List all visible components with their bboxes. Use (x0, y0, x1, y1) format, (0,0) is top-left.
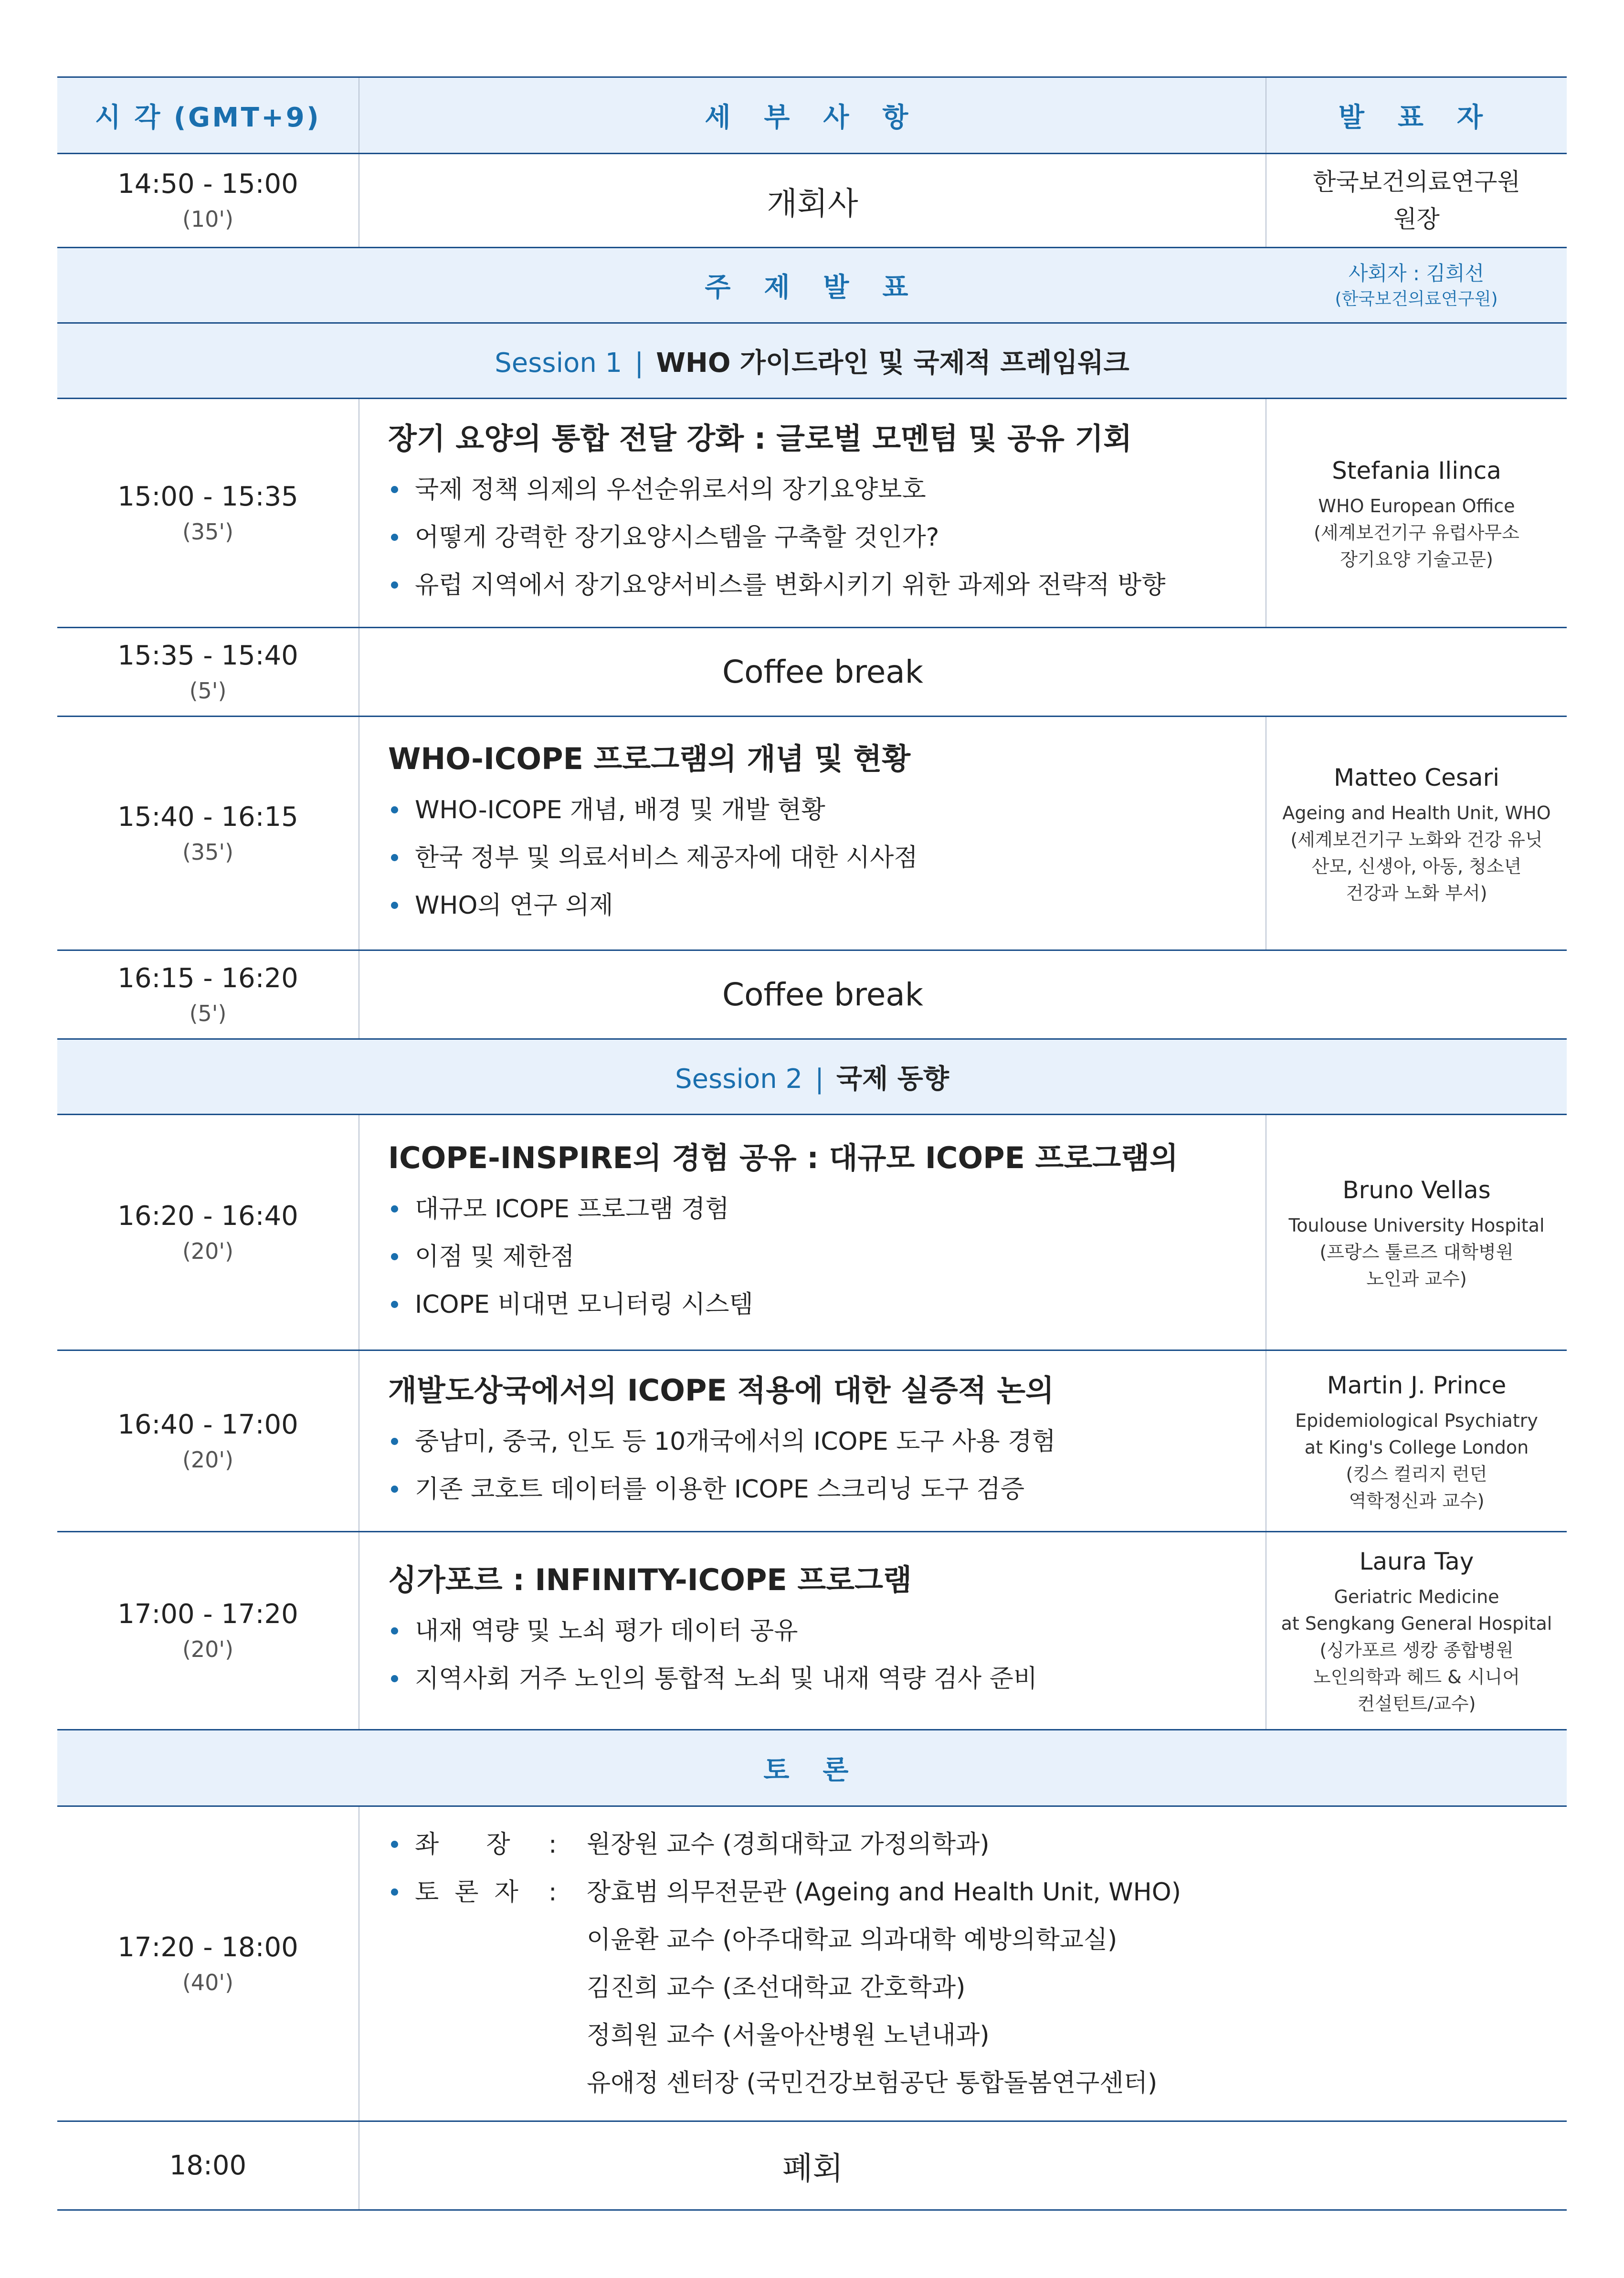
speaker-affiliation: 역학정신과 교수) (1349, 1490, 1485, 1511)
panelist: 김진희 교수 (조선대학교 간호학과) (587, 1973, 966, 2002)
speaker-affiliation: 산모, 신생아, 아동, 청소년 (1311, 855, 1522, 877)
time-range: 17:20 - 18:00 (117, 1931, 298, 1963)
time-range: 15:00 - 15:35 (117, 481, 298, 512)
time-cell (57, 399, 359, 628)
panel-row (388, 1916, 1538, 1964)
time-duration: (10') (182, 206, 234, 232)
chair-role: 좌 장 (415, 1830, 510, 1859)
time-range: 16:40 - 17:00 (117, 1409, 298, 1440)
talk-title: 싱가포르 : INFINITY-ICOPE 프로그램 (388, 1562, 912, 1597)
opening-row (57, 154, 1567, 248)
speaker-name: Laura Tay (1359, 1548, 1474, 1575)
time-cell (57, 628, 359, 717)
colon: : (548, 1830, 557, 1859)
opening-presenter (1266, 154, 1567, 248)
time-range: 15:40 - 16:15 (117, 801, 298, 833)
time-range: 17:00 - 17:20 (117, 1599, 298, 1630)
time-cell (57, 717, 359, 950)
speaker-affiliation: Toulouse University Hospital (1288, 1214, 1545, 1236)
time-range: 14:50 - 15:00 (117, 169, 298, 200)
colon: : (548, 1877, 557, 1907)
time-duration: (20') (182, 1238, 234, 1264)
speaker-affiliation: (세계보건기구 노화와 건강 유닛 (1290, 829, 1543, 850)
keynote-band (57, 248, 1567, 323)
time-range: 16:20 - 16:40 (117, 1200, 298, 1232)
session2-heading: Session 2 | 국제 동향 (57, 1039, 1567, 1115)
speaker-affiliation: 장기요양 기술고문) (1340, 548, 1493, 570)
time-cell (57, 2121, 359, 2210)
session-title: WHO 가이드라인 및 국제적 프레임워크 (656, 347, 1129, 379)
discussion-label: 토 론 (57, 1730, 1567, 1806)
bullet-item: 중남미, 중국, 인도 등 10개국에서의 ICOPE 도구 사용 경험 (388, 1418, 1237, 1466)
session1-row (57, 323, 1567, 399)
talk-title: WHO-ICOPE 프로그램의 개념 및 현황 (388, 741, 911, 776)
keynote-label: 주 제 발 표 (57, 248, 1266, 323)
talk3-row (57, 1115, 1567, 1350)
header-row (57, 77, 1567, 154)
bullet-item: 대규모 ICOPE 프로그램 경험 (388, 1185, 1237, 1233)
speaker-cell (1266, 399, 1567, 628)
time-cell (57, 1532, 359, 1730)
speaker-affiliation: (킹스 컬리지 런던 (1346, 1463, 1487, 1485)
presenter-org: 한국보건의료연구원 (1313, 168, 1520, 196)
time-duration: (5') (189, 677, 227, 704)
panelist: 유애정 센터장 (국민건강보험공단 통합돌봄연구센터) (587, 2068, 1158, 2098)
header-presenter: 발 표 자 (1266, 77, 1567, 154)
moderator-name: 사회자 : 김희선 (1348, 261, 1485, 285)
opening-title: 개회사 (359, 154, 1266, 248)
speaker-affiliation: 컨설턴트/교수) (1357, 1693, 1476, 1714)
time-cell (57, 1806, 359, 2121)
talk-title: 장기 요양의 통합 전달 강화 : 글로벌 모멘텀 및 공유 기회 (388, 421, 1132, 456)
talk5-row (57, 1532, 1567, 1730)
speaker-cell (1266, 1115, 1567, 1350)
speaker-cell (1266, 1350, 1567, 1532)
break1-row (57, 628, 1567, 717)
panel-row (388, 1868, 1538, 1916)
talk2-row (57, 717, 1567, 950)
session1-heading: Session 1 | WHO 가이드라인 및 국제적 프레임워크 (57, 323, 1567, 399)
talk-details (359, 1350, 1266, 1532)
talk-details (359, 1532, 1266, 1730)
speaker-affiliation: at Sengkang General Hospital (1281, 1613, 1552, 1634)
header-details: 세 부 사 항 (359, 77, 1266, 154)
talk-title: ICOPE-INSPIRE의 경험 공유 : 대규모 ICOPE 프로그램의 (388, 1140, 1178, 1175)
bullet-item: 어떻게 강력한 장기요양시스템을 구축할 것인가? (388, 514, 1237, 561)
closing-row (57, 2121, 1567, 2210)
coffee-break: Coffee break (359, 628, 1567, 717)
speaker-affiliation: (프랑스 툴르즈 대학병원 (1319, 1241, 1514, 1263)
coffee-break: Coffee break (359, 950, 1567, 1039)
speaker-name: Bruno Vellas (1342, 1176, 1491, 1204)
session2-row (57, 1039, 1567, 1115)
bullet-item: 기존 코호트 데이터를 이용한 ICOPE 스크리닝 도구 검증 (388, 1466, 1237, 1513)
closing-label: 폐회 (359, 2121, 1266, 2210)
break2-row (57, 950, 1567, 1039)
speaker-name: Martin J. Prince (1327, 1371, 1507, 1399)
bullet-item: 유럽 지역에서 장기요양서비스를 변화시키기 위한 과제와 전략적 방향 (388, 561, 1237, 609)
time-range: 18:00 (169, 2150, 247, 2181)
session-label: Session 2 (675, 1063, 803, 1095)
speaker-cell (1266, 717, 1567, 950)
speaker-affiliation: 건강과 노화 부서) (1346, 882, 1487, 904)
bullet-item: 국제 정책 의제의 우선순위로서의 장기요양보호 (388, 466, 1237, 514)
speaker-affiliation: 노인과 교수) (1366, 1268, 1467, 1289)
talk-details (359, 717, 1266, 950)
time-duration: (40') (182, 1969, 234, 1995)
talk-details (359, 399, 1266, 628)
time-cell (57, 950, 359, 1039)
speaker-name: Stefania Ilinca (1332, 456, 1501, 485)
chair-row (388, 1821, 1538, 1868)
bullet-item: 한국 정부 및 의료서비스 제공자에 대한 시사점 (388, 834, 1237, 882)
speaker-affiliation: (싱가포르 셍캉 종합병원 (1319, 1640, 1514, 1661)
speaker-affiliation: at King's College London (1304, 1436, 1529, 1458)
bullet-item: ICOPE 비대면 모니터링 시스템 (388, 1281, 1237, 1329)
bullet-item: 지역사회 거주 노인의 통합적 노쇠 및 내재 역량 검사 준비 (388, 1655, 1237, 1703)
discussion-band (57, 1730, 1567, 1806)
session-title: 국제 동향 (836, 1063, 949, 1095)
discussion-row (57, 1806, 1567, 2121)
panel-row (388, 1964, 1538, 2012)
speaker-affiliation: WHO European Office (1318, 495, 1515, 517)
speaker-affiliation: Epidemiological Psychiatry (1295, 1410, 1538, 1431)
time-duration: (5') (189, 1000, 227, 1026)
talk4-row (57, 1350, 1567, 1532)
speaker-affiliation: Geriatric Medicine (1334, 1586, 1499, 1607)
panel-row (388, 2012, 1538, 2059)
talk-details (359, 1115, 1266, 1350)
header-time: 시 각 (GMT+9) (57, 77, 359, 154)
discussion-details (359, 1806, 1567, 2121)
speaker-affiliation: (세계보건기구 유럽사무소 (1314, 522, 1519, 543)
presenter-title: 원장 (1393, 205, 1440, 233)
time-duration: (35') (182, 839, 234, 865)
time-range: 16:15 - 16:20 (117, 962, 298, 994)
time-cell (57, 1115, 359, 1350)
panelist: 장효범 의무전문관 (Ageing and Health Unit, WHO) (587, 1877, 1181, 1907)
speaker-cell (1266, 1532, 1567, 1730)
moderator-org: (한국보건의료연구원) (1335, 289, 1498, 309)
speaker-name: Matteo Cesari (1333, 763, 1500, 791)
session-label: Session 1 (495, 347, 622, 379)
panelist: 이윤환 교수 (아주대학교 의과대학 예방의학교실) (587, 1925, 1118, 1954)
speaker-affiliation: Ageing and Health Unit, WHO (1282, 802, 1551, 823)
speaker-affiliation: 노인의학과 헤드 & 시니어 (1313, 1666, 1520, 1687)
bullet-item: WHO의 연구 의제 (388, 882, 1237, 929)
agenda-table (57, 76, 1567, 2211)
time-cell (57, 1350, 359, 1532)
bullet-item: WHO-ICOPE 개념, 배경 및 개발 현황 (388, 786, 1237, 834)
bullet-item: 내재 역량 및 노쇠 평가 데이터 공유 (388, 1607, 1237, 1655)
chair-name: 원장원 교수 (경희대학교 가정의학과) (587, 1830, 990, 1859)
time-range: 15:35 - 15:40 (117, 640, 298, 671)
time-duration: (20') (182, 1636, 234, 1662)
talk1-row (57, 399, 1567, 628)
panel-row (388, 2059, 1538, 2107)
time-duration: (35') (182, 518, 234, 545)
panelist: 정희원 교수 (서울아산병원 노년내과) (587, 2021, 990, 2050)
moderator (1266, 248, 1567, 323)
time-cell (57, 154, 359, 248)
panel-role: 토 론 자 (415, 1877, 518, 1907)
time-duration: (20') (182, 1446, 234, 1473)
bullet-item: 이점 및 제한점 (388, 1233, 1237, 1281)
empty-cell (1266, 2121, 1567, 2210)
talk-title: 개발도상국에서의 ICOPE 적용에 대한 실증적 논의 (388, 1372, 1055, 1408)
